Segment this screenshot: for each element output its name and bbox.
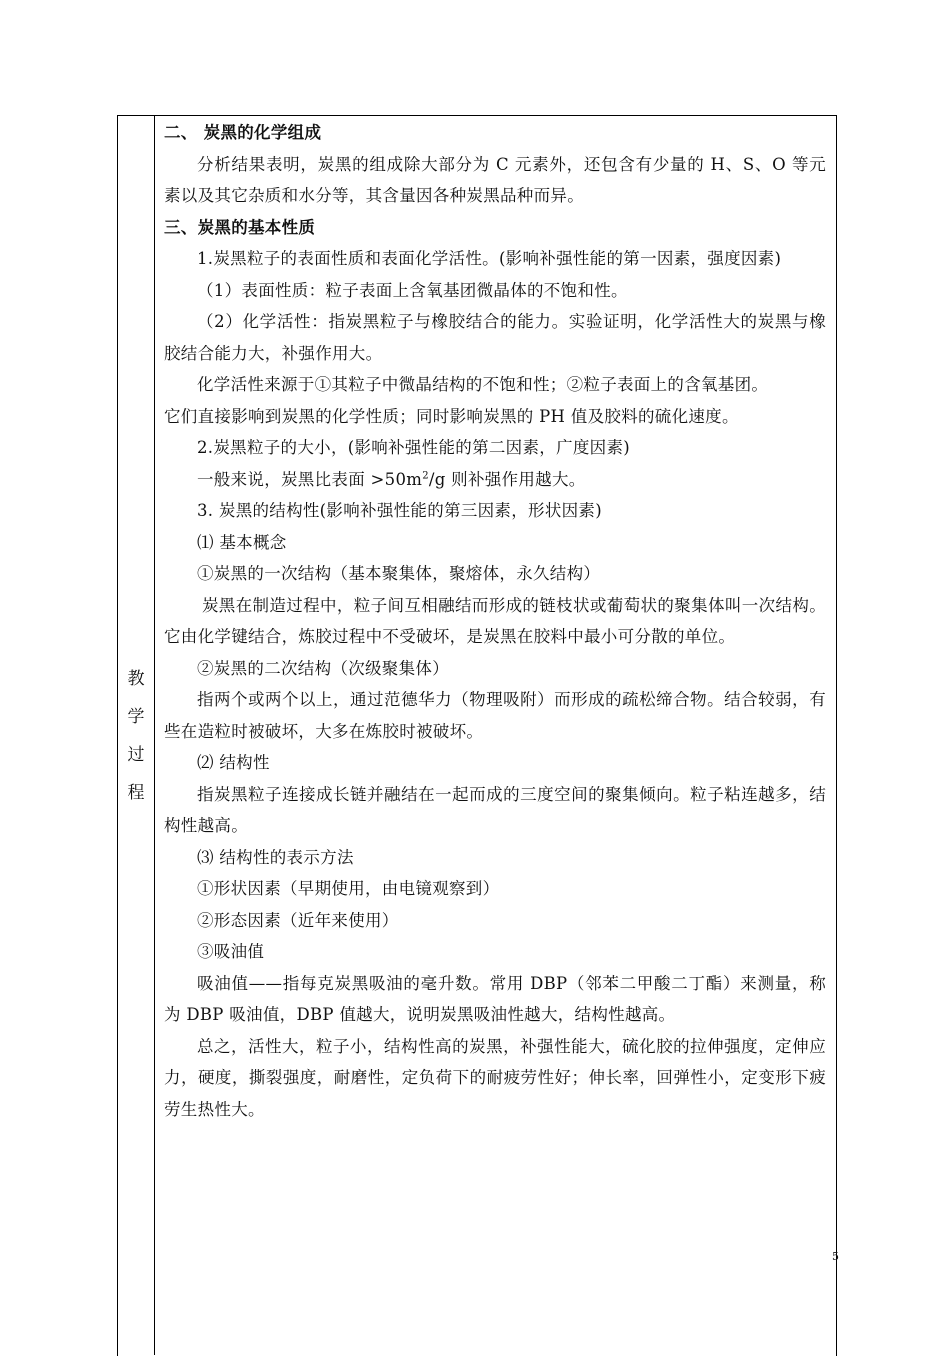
paragraph: ⑴ 基本概念 bbox=[197, 532, 287, 552]
paragraph: 2.炭黑粒子的大小，(影响补强性能的第二因素，广度因素) bbox=[197, 438, 631, 457]
paragraph: ②炭黑的二次结构（次级聚集体） bbox=[197, 658, 449, 678]
paragraph: ③吸油值 bbox=[197, 942, 265, 961]
paragraph: 1.炭黑粒子的表面性质和表面化学活性。(影响补强性能的第一因素，强度因素) bbox=[197, 249, 782, 268]
lesson-content bbox=[164, 117, 826, 1125]
paragraph: 吸油值——指每克炭黑吸油的毫升数。常用 DBP（邻苯二甲酸二丁酯）来测量，称为 DBP 吸油值，DBP 值越大，说明炭黑吸油性越大，结构性越高。 bbox=[164, 973, 826, 1024]
paragraph: 它们直接影响到炭黑的化学性质；同时影响炭黑的 PH 值及胶料的硫化速度。 bbox=[164, 406, 739, 426]
paragraph: ①炭黑的一次结构（基本聚集体，聚熔体，永久结构） bbox=[197, 564, 601, 583]
paragraph: 化学活性来源于①其粒子中微晶结构的不饱和性；②粒子表面上的含氧基团。 bbox=[197, 375, 769, 394]
paragraph: 炭黑在制造过程中，粒子间互相融结而形成的链枝状或葡萄状的聚集体叫一次结构。它由化学键结合，炼胶过程中不受破坏，是炭黑在胶料中最小可分散的单位。 bbox=[164, 595, 826, 646]
page-number: 5 bbox=[832, 1250, 839, 1263]
paragraph: ②形态因素（近年来使用） bbox=[197, 910, 399, 930]
paragraph bbox=[164, 464, 826, 496]
section-heading: 二、 炭黑的化学组成 bbox=[164, 123, 322, 142]
paragraph-text: /g 则补强作用越大。 bbox=[428, 469, 586, 489]
paragraph: （1）表面性质：粒子表面上含氧基团微晶体的不饱和性。 bbox=[197, 280, 628, 300]
side-label-char: 学 bbox=[127, 707, 145, 727]
column-divider bbox=[154, 115, 155, 1355]
superscript: 2 bbox=[422, 470, 429, 481]
paragraph-text: 一般来说，炭黑比表面 >50m bbox=[197, 469, 423, 489]
side-label-char: 教 bbox=[127, 669, 145, 689]
paragraph: ⑵ 结构性 bbox=[197, 753, 270, 772]
paragraph: 分析结果表明，炭黑的组成除大部分为 C 元素外，还包含有少量的 H、S、O 等元素以及其它杂质和水分等，其含量因各种炭黑品种而异。 bbox=[164, 154, 826, 205]
paragraph: 3. 炭黑的结构性(影响补强性能的第三因素，形状因素) bbox=[197, 501, 602, 520]
paragraph: ①形状因素（早期使用，由电镜观察到） bbox=[197, 879, 500, 898]
paragraph: 指炭黑粒子连接成长链并融结在一起而成的三度空间的聚集倾向。粒子粘连越多，结构性越高。 bbox=[164, 784, 826, 835]
paragraph: （2）化学活性：指炭黑粒子与橡胶结合的能力。实验证明，化学活性大的炭黑与橡胶结合能力大，补强作用大。 bbox=[164, 312, 826, 363]
paragraph: ⑶ 结构性的表示方法 bbox=[197, 847, 354, 867]
side-label-char: 过 bbox=[127, 745, 145, 765]
side-label bbox=[118, 660, 154, 812]
side-label-char: 程 bbox=[127, 783, 145, 803]
paragraph: 总之，活性大，粒子小，结构性高的炭黑，补强性能大，硫化胶的拉伸强度，定伸应力，硬度，撕裂强度，耐磨性，定负荷下的耐疲劳性好；伸长率，回弹性小，定变形下疲劳生热性大。 bbox=[164, 1036, 826, 1119]
section-heading: 三、炭黑的基本性质 bbox=[164, 217, 316, 237]
paragraph: 指两个或两个以上，通过范德华力（物理吸附）而形成的疏松缔合物。结合较弱，有些在造粒时被破坏，大多在炼胶时被破坏。 bbox=[164, 690, 826, 741]
